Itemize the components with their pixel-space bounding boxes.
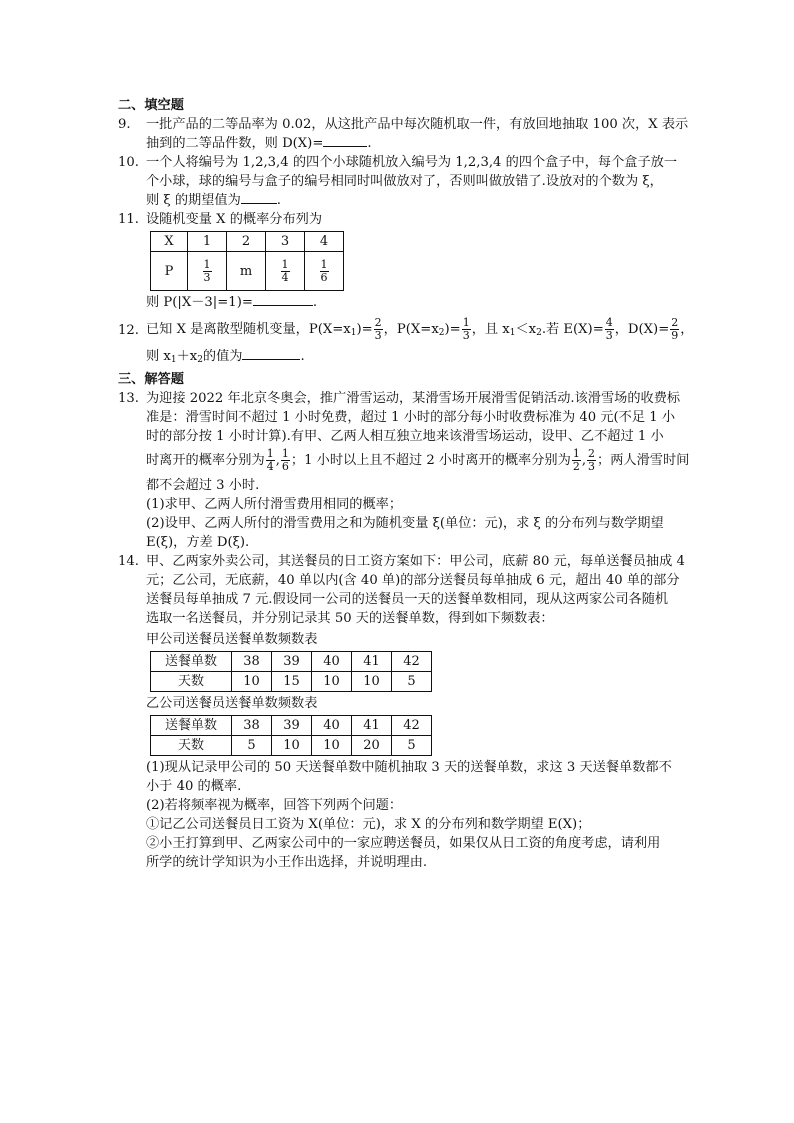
table-cell: P [151,252,188,291]
question-text: 元；乙公司，无底薪，40 单以内(含 40 单)的部分送餐员每单抽成 6 元，超出 40 单的部分 [146,573,680,588]
fraction: $\frac{1}{6}$ [281,447,289,473]
table-cell: 39 [272,716,312,736]
question-number: 13. [118,391,139,406]
question-text: 时离开的概率分别为 $\frac{1}{4}$ , $\frac{1}{6}$ ；1 小时以上且不超过 2 小时离开的概率分别为 $\frac{1}{2}$ , $\frac{2}{3}$ ；两人滑雪时间 [146,447,690,473]
table-caption: 乙公司送餐员送餐单数频数表 [146,696,318,711]
answer-blank [242,347,300,360]
question-part: (1)求甲、乙两人所付滑雪费用相同的概率； [146,497,403,512]
question-text: 准是：滑雪时间不超过 1 小时免费，超过 1 小时的部分每小时收费标准为 40 元(不足 1 小 [146,410,676,425]
question-number: 14. [118,554,139,569]
question-part: ①记乙公司送餐员日工资为 X(单位：元)，求 X 的分布列和数学期望 E(X)； [146,817,591,832]
question-number: 9. [118,117,131,132]
table-cell: 5 [392,672,432,692]
question-text: 一个人将编号为 1,2,3,4 的四个小球随机放入编号为 1,2,3,4 的四个盒子中，每个盒子放一 [146,155,678,170]
question-text: 时的部分按 1 小时计算).有甲、乙两人相互独立地来该滑雪场运动，设甲、乙不超过 1 小 [146,429,664,444]
frequency-table-b [150,715,432,756]
table-row [151,672,432,692]
question-text: 抽到的二等品件数，则 D(X)= . [146,136,372,151]
table-cell: 41 [352,716,392,736]
table-cell: 15 [272,672,312,692]
table-cell: 20 [352,736,392,756]
table-row [151,716,432,736]
table-cell: 5 [392,736,432,756]
table-cell: m [227,252,266,291]
table-cell: 40 [312,716,352,736]
table-cell [266,252,305,291]
table-row [151,652,432,672]
table-row [151,252,344,291]
table-cell: 天数 [151,672,232,692]
fraction: $\frac{1}{3}$ [462,316,470,342]
table-cell [305,252,344,291]
table-cell: 10 [272,736,312,756]
table-cell: 38 [232,716,272,736]
answer-blank [253,293,313,306]
frequency-table-a [150,651,432,692]
question-text: 则 P(|X－3|=1)= . [146,295,318,310]
table-cell: 2 [227,232,266,252]
question-text: 则 $x_1+x_2$的值为 . [146,349,305,365]
section-heading-answer: 三、解答题 [118,372,184,387]
question-text: 送餐员每单抽成 7 元.假设同一公司的送餐员一天的送餐单数相同，现从这两家公司各随机 [146,592,669,607]
question-number: 11. [118,212,139,227]
question-13 [118,389,703,552]
table-cell: 41 [352,652,392,672]
table-cell: 10 [232,672,272,692]
exam-content [118,96,703,872]
question-number: 10. [118,155,139,170]
table-cell: 3 [266,232,305,252]
fraction: $\frac{2}{9}$ [671,316,679,342]
answer-blank [323,134,367,147]
question-part: ②小王打算到甲、乙两家公司中的一家应聘送餐员，如果仅从日工资的角度考虑，请利用 [146,836,661,851]
table-cell: 4 [305,232,344,252]
question-text: 个小球，球的编号与盒子的编号相同时叫做放对了，否则叫做放错了.设放对的个数为 ξ， [146,174,663,189]
table-cell: 送餐单数 [151,716,232,736]
table-cell: 42 [392,716,432,736]
fraction: $\frac{2}{3}$ [374,316,382,342]
table-cell: 10 [312,672,352,692]
question-text: 设随机变量 X 的概率分布列为 [146,212,323,227]
table-row [151,736,432,756]
question-text: 已知 X 是离散型随机变量，$P(X=x_1)=$ $\frac{2}{3}$ ，$P(X=x_2)=$ $\frac{1}{3}$ ，且 $x_1<x_2$.若 E(X)= $\frac{4}{3}$ ，D(X)= $\frac{2}{9}$ ， [146,316,694,342]
question-text: 一批产品的二等品率为 0.02，从这批产品中每次随机取一件，有放回地抽取 100 次，X 表示 [146,117,689,132]
question-11 [118,210,703,312]
question-number: 12. [118,323,139,338]
question-part: E(ξ)，方差 D(ξ). [146,535,250,550]
question-14 [118,552,703,872]
table-cell: X [151,232,188,252]
question-text: 甲、乙两家外卖公司，其送餐员的日工资方案如下：甲公司，底薪 80 元，每单送餐员抽成 4 [146,554,685,569]
table-caption: 甲公司送餐员送餐单数频数表 [146,632,318,647]
question-text: 为迎接 2022 年北京冬奥会，推广滑雪运动，某滑雪场开展滑雪促销活动.该滑雪场的收费标 [146,391,681,406]
table-cell: 5 [232,736,272,756]
fraction: $\frac{1}{2}$ [572,447,580,473]
question-part: 小于 40 的概率. [146,779,242,794]
table-cell [188,252,227,291]
table-cell: 送餐单数 [151,652,232,672]
distribution-table [150,231,344,291]
table-cell: 10 [312,736,352,756]
fraction: $\frac{4}{3}$ [605,316,613,342]
table-cell: 40 [312,652,352,672]
question-part: (2)若将频率视为概率，回答下列两个问题： [146,798,403,813]
table-cell: 天数 [151,736,232,756]
fraction: $\frac{1}{3}$ [203,257,211,284]
question-text: 选取一名送餐员，并分别记录其 50 天的送餐单数，得到如下频数表： [146,611,554,626]
question-part: (2)设甲、乙两人所付的滑雪费用之和为随机变量 ξ(单位：元)，求 ξ 的分布列与数学期望 [146,516,664,531]
table-row [151,232,344,252]
fraction: $\frac{1}{6}$ [320,257,328,284]
table-cell: 42 [392,652,432,672]
question-part: 所学的统计学知识为小王作出选择，并说明理由. [146,855,428,870]
question-10 [118,153,703,210]
table-cell: 1 [188,232,227,252]
question-text: 则 ξ 的期望值为 . [146,193,281,208]
table-cell: 10 [352,672,392,692]
table-cell: 38 [232,652,272,672]
fraction: $\frac{1}{4}$ [266,447,274,473]
question-9 [118,115,703,153]
question-12 [118,316,703,370]
answer-blank [241,191,277,204]
question-part: (1)现从记录甲公司的 50 天送餐单数中随机抽取 3 天的送餐单数，求这 3 天送餐单数都不 [146,760,672,775]
table-cell: 39 [272,652,312,672]
fraction: $\frac{2}{3}$ [588,447,596,473]
section-heading-fill-in: 二、填空题 [118,98,184,113]
fraction: $\frac{1}{4}$ [281,257,289,284]
question-text: 都不会超过 3 小时. [146,478,260,493]
